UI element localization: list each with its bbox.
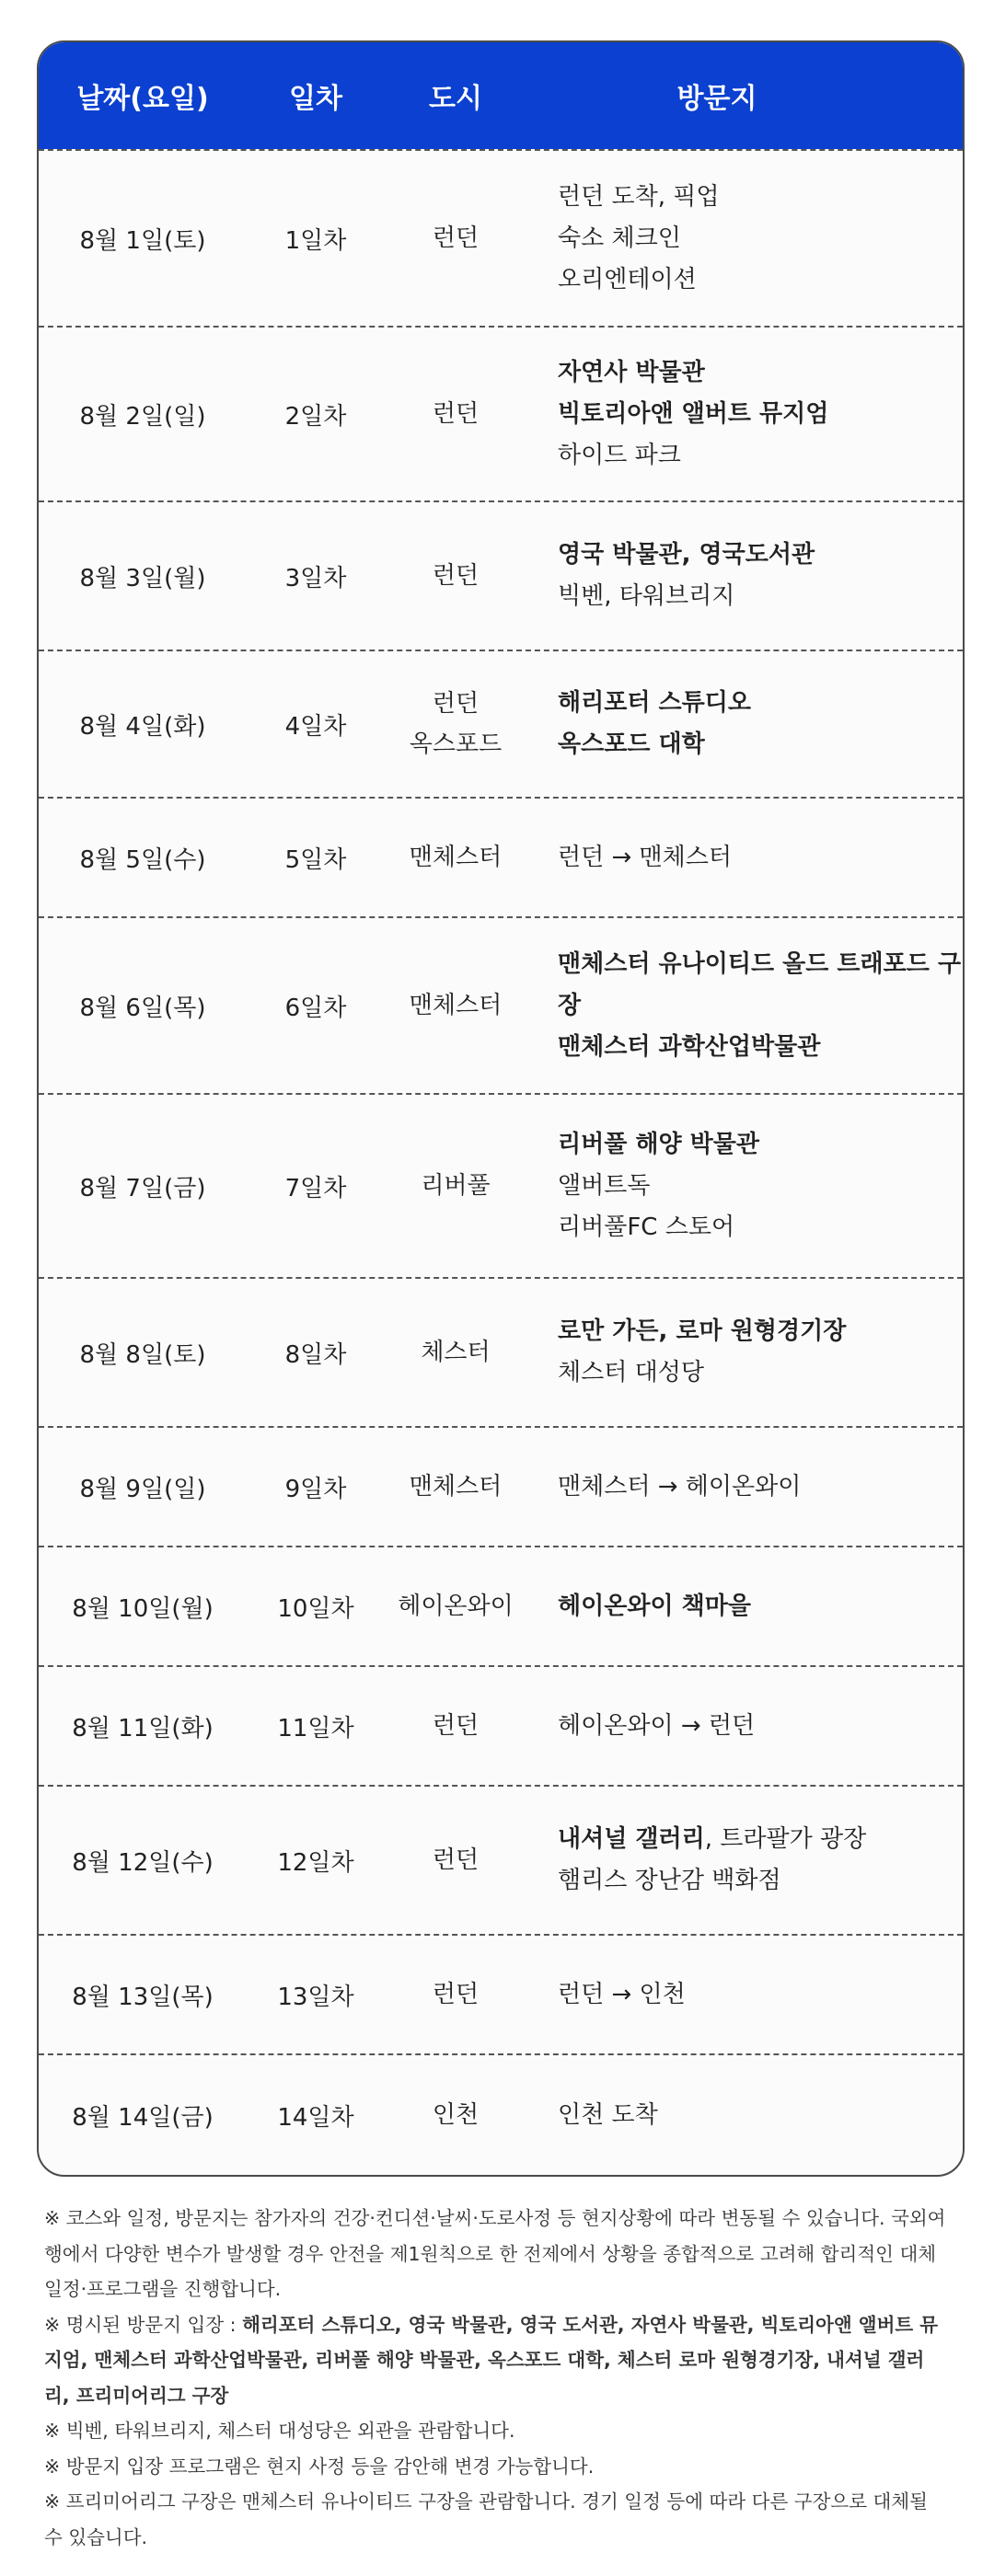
note-text: ※ 방문지 입장 프로그램은 현지 사정 등을 감안해 변경 가능합니다.	[44, 2455, 595, 2478]
date-cell: 8월 14일(금)	[72, 2103, 214, 2132]
city-name: 인천	[432, 2101, 480, 2129]
city-name: 런던	[432, 1846, 480, 1874]
header-date: 날짜(요일)	[76, 83, 209, 115]
city-name: 맨체스터	[409, 1473, 503, 1501]
visit-line	[558, 1706, 963, 1747]
note-text: ※ 명시된 방문지 입장 :	[44, 2313, 243, 2336]
table-row	[39, 1093, 963, 1277]
day-cell: 4일차	[284, 712, 347, 741]
table-row	[39, 500, 963, 650]
visit-text: 옥스포드 대학	[558, 730, 705, 758]
visit-text: 인천 도착	[558, 2100, 658, 2129]
visit-line	[558, 1586, 963, 1627]
city-name: 런던	[432, 224, 480, 252]
day-cell: 6일차	[284, 994, 347, 1022]
visit-line	[558, 1027, 963, 1068]
visit-text: 헤이온와이 책마을	[558, 1592, 751, 1620]
visit-cell	[526, 352, 963, 477]
city-name: 헤이온와이	[398, 1593, 514, 1620]
date-cell: 8월 2일(일)	[79, 402, 206, 431]
table-row	[39, 1665, 963, 1785]
visit-line	[558, 1166, 963, 1207]
visit-line	[558, 1860, 963, 1902]
city-cell	[385, 1466, 526, 1507]
note-item	[44, 2484, 946, 2555]
visit-line	[558, 1124, 963, 1166]
visit-text: 런던 → 인천	[558, 1980, 686, 2008]
date-cell: 8월 3일(월)	[79, 564, 206, 592]
city-name: 런던	[432, 1712, 480, 1740]
visit-text: 앨버트독	[558, 1171, 651, 1200]
visit-line	[558, 352, 963, 394]
visit-text: 숙소 체크인	[558, 224, 681, 252]
day-cell: 11일차	[277, 1714, 354, 1742]
visit-cell	[526, 2095, 963, 2136]
city-name: 런던	[432, 1981, 480, 2008]
visit-cell	[526, 177, 963, 301]
date-cell: 8월 8일(토)	[79, 1340, 206, 1369]
visit-text: 햄리스 장난감 백화점	[558, 1867, 781, 1894]
visit-cell	[526, 1819, 963, 1902]
visit-cell	[526, 1586, 963, 1627]
visit-cell	[526, 1311, 963, 1394]
city-name: 런던	[432, 562, 480, 590]
visit-text: 리버풀FC 스토어	[558, 1213, 735, 1241]
visit-text: 맨체스터 과학산업박물관	[558, 1032, 821, 1061]
visit-line	[558, 837, 963, 879]
day-cell: 5일차	[284, 845, 347, 874]
header-day: 일차	[289, 83, 342, 115]
day-cell: 13일차	[277, 1983, 354, 2011]
city-cell	[385, 218, 526, 259]
city-cell	[385, 1706, 526, 1746]
visit-cell	[526, 1466, 963, 1508]
date-cell: 8월 12일(수)	[72, 1848, 214, 1877]
visit-line	[558, 177, 963, 218]
date-cell: 8월 1일(토)	[79, 226, 206, 255]
date-cell: 8월 5일(수)	[79, 845, 206, 874]
visit-line	[558, 1311, 963, 1352]
city-cell	[385, 837, 526, 878]
visit-cell	[526, 1706, 963, 1747]
day-cell: 10일차	[277, 1594, 354, 1623]
visit-cell	[526, 1974, 963, 2016]
city-cell	[385, 684, 526, 765]
visit-text: 내셔널 갤러리	[558, 1825, 705, 1853]
city-name: 런던	[432, 690, 480, 718]
day-cell: 3일차	[284, 564, 347, 592]
visit-text: 맨체스터 → 헤이온와이	[558, 1472, 802, 1501]
note-item	[44, 2307, 946, 2414]
table-row	[39, 650, 963, 797]
date-cell: 8월 4일(화)	[79, 712, 206, 741]
visit-line	[558, 1352, 963, 1394]
city-cell	[385, 1840, 526, 1880]
note-item	[44, 2201, 946, 2307]
day-cell: 7일차	[284, 1174, 347, 1202]
visit-text: 런던 도착, 픽업	[558, 182, 720, 211]
visit-line	[558, 1207, 963, 1248]
visit-line	[558, 218, 963, 259]
date-cell: 8월 9일(일)	[79, 1475, 206, 1503]
note-text: ※ 프리미어리그 구장은 맨체스터 유나이티드 구장을 관람합니다. 경기 일정 등에 따라 다른 구장으로 대체될 수 있습니다.	[44, 2490, 928, 2548]
visit-line	[558, 1819, 963, 1860]
city-name: 옥스포드	[409, 730, 503, 758]
table-row	[39, 2053, 963, 2175]
table-row	[39, 1785, 963, 1934]
day-cell: 14일차	[277, 2103, 354, 2132]
visit-line	[558, 2095, 963, 2136]
table-row	[39, 326, 963, 500]
table-row	[39, 1546, 963, 1665]
visit-cell	[526, 837, 963, 879]
visit-text: 영국 박물관, 영국도서관	[558, 541, 815, 569]
header-visit: 방문지	[676, 83, 757, 115]
date-cell: 8월 11일(화)	[72, 1714, 214, 1742]
itinerary-table	[37, 40, 965, 2177]
note-item	[44, 2449, 946, 2485]
visit-line	[558, 1466, 963, 1508]
visit-line	[558, 394, 963, 435]
visit-text: 체스터 대성당	[558, 1359, 704, 1386]
note-text: ※ 빅벤, 타워브리지, 체스터 대성당은 외관을 관람합니다.	[44, 2420, 515, 2442]
visit-line	[558, 576, 963, 617]
city-name: 맨체스터	[409, 992, 503, 1019]
visit-text: 빅토리아앤 앨버트 뮤지엄	[558, 399, 829, 428]
day-cell: 12일차	[277, 1848, 354, 1877]
city-name: 맨체스터	[409, 844, 503, 871]
visit-cell	[526, 683, 963, 765]
visit-text: 런던 → 맨체스터	[558, 843, 733, 871]
date-cell: 8월 13일(목)	[72, 1983, 214, 2011]
table-row	[39, 1934, 963, 2053]
visit-text: 리버풀 해양 박물관	[558, 1130, 760, 1158]
note-item	[44, 2413, 946, 2449]
visit-text: 해리포터 스튜디오	[558, 689, 751, 717]
day-cell: 1일차	[284, 226, 347, 255]
visit-cell	[526, 1124, 963, 1248]
visit-line	[558, 259, 963, 301]
visit-line	[558, 435, 963, 477]
table-body	[39, 149, 963, 2175]
visit-text: 헤이온와이 → 런던	[558, 1711, 756, 1740]
note-text: 해리포터 스튜디오, 영국 박물관, 영국 도서관, 자연사 박물관, 빅토리아앤 앨버트 뮤지엄, 맨체스터 과학산업박물관, 리버풀 해양 박물관, 옥스포드 대학, 체스터 로마 원형경기장, 내셔널 갤러리, 프리미어리그 구장	[44, 2313, 939, 2407]
day-cell: 2일차	[284, 402, 347, 431]
city-cell	[385, 1586, 526, 1627]
table-row	[39, 797, 963, 916]
date-cell: 8월 10일(월)	[72, 1594, 214, 1623]
city-cell	[385, 985, 526, 1026]
visit-text: 오리엔테이션	[558, 265, 697, 293]
note-text: ※ 코스와 일정, 방문지는 참가자의 건강·컨디션·날씨·도로사정 등 현지상황에 따라 변동될 수 있습니다. 국외여행에서 다양한 변수가 발생할 경우 안전을 제1원칙으로 한 전제에서 상황을 종합적으로 고려해 합리적인 대체 일정·프로그램을 진행합니다.	[44, 2207, 946, 2300]
date-cell: 8월 7일(금)	[79, 1174, 206, 1202]
visit-text: 자연사 박물관	[558, 358, 705, 386]
visit-line	[558, 944, 963, 1027]
notes	[44, 2201, 946, 2555]
visit-text: , 트라팔가 광장	[704, 1825, 867, 1853]
city-cell	[385, 1974, 526, 2015]
table-row	[39, 1426, 963, 1546]
table-row	[39, 916, 963, 1093]
visit-line	[558, 535, 963, 576]
visit-cell	[526, 535, 963, 617]
visit-line	[558, 1974, 963, 2016]
city-cell	[385, 556, 526, 596]
day-cell: 9일차	[284, 1475, 347, 1503]
day-cell: 8일차	[284, 1340, 347, 1369]
visit-text: 빅벤, 타워브리지	[558, 582, 735, 610]
city-name: 체스터	[421, 1339, 491, 1366]
visit-line	[558, 683, 963, 724]
date-cell: 8월 6일(목)	[79, 994, 206, 1022]
city-cell	[385, 1332, 526, 1373]
visit-text: 하이드 파크	[558, 441, 681, 469]
city-cell	[385, 2095, 526, 2135]
visit-text: 로만 가든, 로마 원형경기장	[558, 1317, 847, 1345]
table-header	[39, 42, 963, 149]
visit-cell	[526, 944, 963, 1068]
table-row	[39, 1277, 963, 1426]
table-row	[39, 149, 963, 326]
visit-line	[558, 724, 963, 765]
header-city: 도시	[429, 83, 482, 115]
city-name: 런던	[432, 400, 480, 428]
city-name: 리버풀	[421, 1172, 491, 1200]
city-cell	[385, 1166, 526, 1206]
visit-text: 맨체스터 유나이티드 올드 트래포드 구장	[558, 949, 962, 1019]
city-cell	[385, 394, 526, 434]
